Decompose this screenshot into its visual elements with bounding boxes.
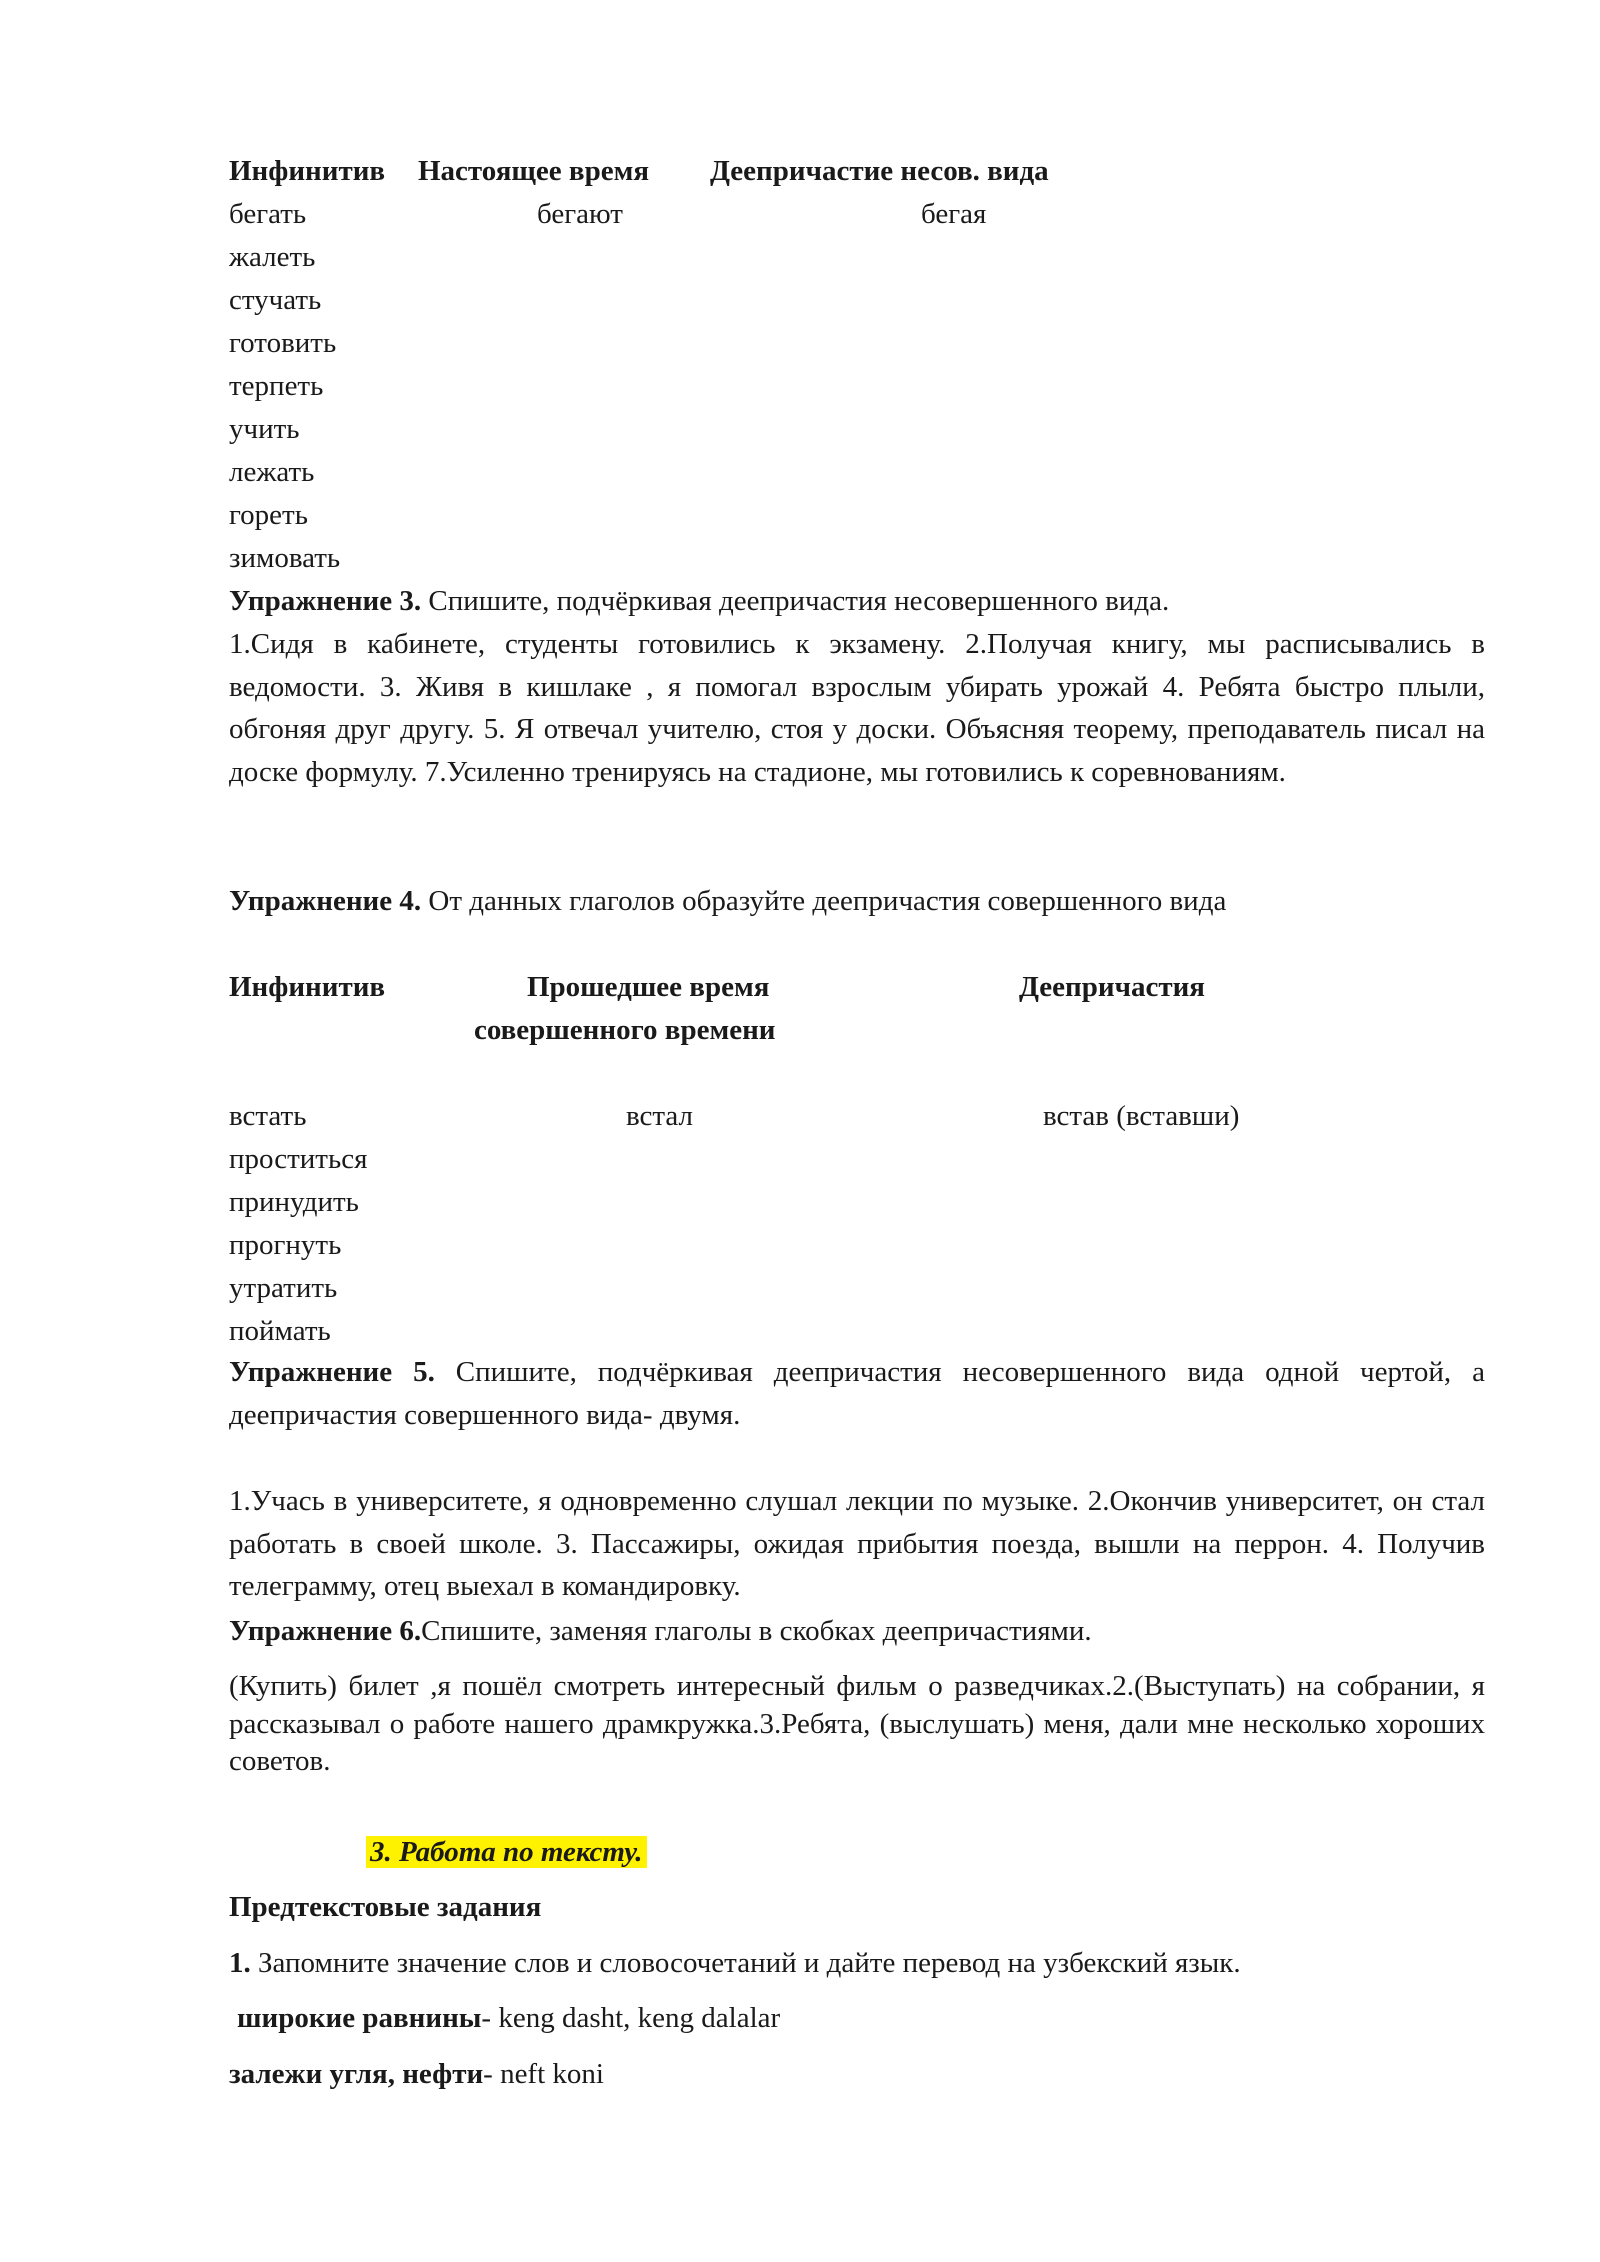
table1-infinitive: жалеть — [229, 241, 316, 273]
ex6-heading — [229, 1614, 1092, 1648]
vocab-item — [237, 2001, 780, 2035]
ex4-infinitive: проститься — [229, 1143, 368, 1175]
pretext-task-number: 1. — [229, 1947, 251, 1979]
table1-cell-present: бегают — [537, 198, 623, 230]
ex4-header-infinitive: Инфинитив — [229, 971, 386, 1003]
table1-header-present: Настоящее время — [418, 155, 650, 187]
ex4-infinitive: прогнуть — [229, 1229, 342, 1261]
ex3-label: Упражнение 3. — [229, 585, 422, 617]
ex5-heading — [229, 1351, 1485, 1436]
ex3-task: Спишите, подчёркивая деепричастия несовершенного вида. — [421, 585, 1170, 617]
table1-infinitive: стучать — [229, 284, 322, 316]
ex4-header-gerunds: Деепричастия — [1019, 971, 1205, 1003]
ex4-heading — [229, 884, 1226, 918]
pretext-task-text: Запомните значение слов и словосочетаний и дайте перевод на узбекский язык. — [250, 1947, 1241, 1979]
ex4-cell-gerund: встав (вставши) — [1043, 1100, 1240, 1132]
table1-infinitive: зимовать — [229, 542, 341, 574]
table1-infinitive: терпеть — [229, 370, 324, 402]
table1-infinitive: гореть — [229, 499, 308, 531]
ex4-task: От данных глаголов образуйте деепричастия совершенного вида — [421, 885, 1227, 917]
table1-infinitive: лежать — [229, 456, 315, 488]
section-heading — [366, 1835, 647, 1869]
ex4-header-perfective: совершенного времени — [474, 1014, 776, 1046]
table1-header-gerund: Деепричастие несов. вида — [710, 155, 1049, 187]
ex4-cell-past: встал — [626, 1100, 694, 1132]
pretext-title: Предтекстовые задания — [229, 1891, 542, 1923]
ex4-infinitive: поймать — [229, 1315, 331, 1347]
vocab-item — [229, 2057, 604, 2091]
vocab-translation: - keng dasht, keng dalalar — [481, 2002, 781, 2034]
ex3-text: 1.Сидя в кабинете, студенты готовились к экзамену. 2.Получая книгу, мы расписывались в ведомости. 3. Живя в кишлаке , я помогал взрослым убирать урожай 4. Ребята быстро плыли, обгоняя друг другу. 5. Я отвечал учителю, стоя у доски. Объясняя теорему, преподаватель писал на доске формулу. 7.Усиленно тренируясь на стадионе, мы готовились к соревнованиям. — [229, 628, 1485, 788]
ex4-label: Упражнение 4. — [229, 885, 422, 917]
vocab-translation: - neft koni — [483, 2058, 604, 2090]
ex4-infinitive: утратить — [229, 1272, 338, 1304]
ex4-header-past: Прошедшее время — [527, 971, 770, 1003]
ex6-text: (Купить) билет ,я пошёл смотреть интересный фильм о разведчиках.2.(Выступать) на собрании, я рассказывал о работе нашего драмкружка.3.Ребята, (выслушать) меня, дали мне несколько хороших советов. — [229, 1670, 1485, 1777]
ex6-label: Упражнение 6. — [229, 1615, 422, 1647]
table1-cell-infinitive: бегать — [229, 198, 307, 230]
ex5-task: Спишите, подчёркивая деепричастия несовершенного вида одной чертой, а деепричастия совершенного вида- двумя. — [229, 1356, 1486, 1431]
ex5-label: Упражнение 5. — [229, 1356, 435, 1388]
pretext-task — [229, 1946, 1241, 1980]
ex4-cell-infinitive: встать — [229, 1100, 307, 1132]
ex3-heading — [229, 584, 1169, 618]
ex6-task: Спишите, заменяя глаголы в скобках деепричастиями. — [421, 1615, 1092, 1647]
ex4-infinitive: принудить — [229, 1186, 359, 1218]
vocab-term: залежи угля, нефти — [229, 2058, 484, 2090]
ex5-text: 1.Учась в университете, я одновременно слушал лекции по музыке. 2.Окончив университет, он стал работать в своей школе. 3. Пассажиры, ожидая прибытия поезда, вышли на перрон. 4. Получив телеграмму, отец выехал в командировку. — [229, 1485, 1485, 1603]
section-title-highlight: 3. Работа по тексту. — [366, 1836, 647, 1868]
table1-infinitive: готовить — [229, 327, 337, 359]
vocab-term: широкие равнины — [237, 2002, 482, 2034]
table1-cell-gerund: бегая — [921, 198, 987, 230]
table1-header-infinitive: Инфинитив — [229, 155, 386, 187]
table1-infinitive: учить — [229, 413, 300, 445]
